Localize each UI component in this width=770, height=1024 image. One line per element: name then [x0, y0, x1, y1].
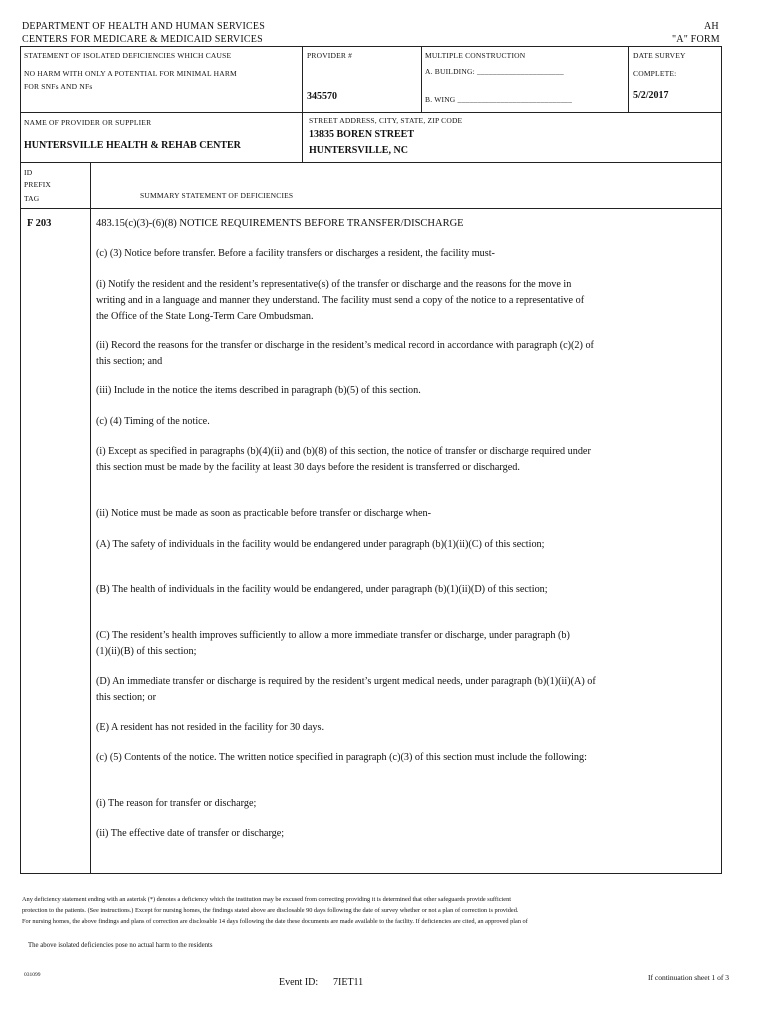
paragraph-c4-i: (i) Except as specified in paragraphs (b)(4)(ii) and (b)(8) of this section, the notice of transfer or discharge required under this section must be made by the facility at least 30 days before the resident is transferred or discharged.: [96, 446, 591, 473]
paragraph-c4-ii-c: (C) The resident’s health improves sufficiently to allow a more immediate transfer or discharge, under paragraph (b)(1)(ii)(B) of this section;: [96, 630, 570, 657]
event-id-label: Event ID:: [279, 977, 319, 988]
continuation-sheet: If continuation sheet 1 of 3: [648, 973, 730, 982]
paragraph-c3: (c) (3) Notice before transfer. Before a facility transfers or discharges a resident, the facility must-: [96, 248, 495, 259]
address-label: STREET ADDRESS, CITY, STATE, ZIP CODE: [309, 116, 463, 125]
statement-label-line2: NO HARM WITH ONLY A POTENTIAL FOR MINIMAL HARM: [24, 69, 237, 78]
paragraph-c3-ii: (ii) Record the reasons for the transfer or discharge in the resident’s medical record in accordance with paragraph (c)(2) of this section; and: [96, 340, 594, 367]
paragraph-c4: (c) (4) Timing of the notice.: [96, 416, 210, 427]
paragraph-c4-ii: (ii) Notice must be made as soon as practicable before transfer or discharge when-: [96, 508, 432, 519]
prefix-label: PREFIX: [24, 180, 52, 189]
paragraph-c4-ii-d: (D) An immediate transfer or discharge is required by the resident’s urgent medical needs, under paragraph (b)(1)(ii)(A) of this section; or: [96, 676, 596, 703]
paragraph-c4-ii-b: (B) The health of individuals in the facility would be endangered, under paragraph (b)(1)(ii)(D) of this section;: [96, 584, 548, 595]
deficiency-title: 483.15(c)(3)-(6)(8) NOTICE REQUIREMENTS BEFORE TRANSFER/DISCHARGE: [96, 218, 464, 229]
summary-label: SUMMARY STATEMENT OF DEFICIENCIES: [140, 191, 294, 200]
statement-label-line1: STATEMENT OF ISOLATED DEFICIENCIES WHICH CAUSE: [24, 51, 232, 60]
complete-label: COMPLETE:: [633, 69, 677, 78]
paragraph-c3-iii: (iii) Include in the notice the items described in paragraph (b)(5) of this section.: [96, 385, 421, 396]
paragraph-c3-i: (i) Notify the resident and the resident’s representative(s) of the transfer or discharge and the reasons for the move in writing and in a language and manner they understand. The facility must send a copy of the notice to a representative of the Office of the State Long-Term Care Ombudsman.: [96, 279, 585, 322]
department-title: DEPARTMENT OF HEALTH AND HUMAN SERVICES: [22, 21, 266, 32]
date-survey-label: DATE SURVEY: [633, 51, 686, 60]
provider-label: PROVIDER #: [307, 51, 353, 60]
paragraph-c4-ii-a: (A) The safety of individuals in the facility would be endangered under paragraph (b)(1)(ii)(C) of this section;: [96, 539, 545, 550]
paragraph-c5: (c) (5) Contents of the notice. The written notice specified in paragraph (c)(3) of this section must include the following:: [96, 752, 587, 763]
isolated-deficiencies-note: The above isolated deficiencies pose no actual harm to the residents: [28, 942, 213, 949]
paragraph-c5-i: (i) The reason for transfer or discharge;: [96, 798, 257, 809]
address-city: HUNTERSVILLE, NC: [309, 145, 408, 156]
footer-disclaimer-line3: For nursing homes, the above findings and plans of correction are disclosable 14 days following the date these documents are made available to the facility. If deficiencies are cited, an approved plan of: [22, 918, 528, 925]
centers-title: CENTERS FOR MEDICARE & MEDICAID SERVICES: [22, 34, 263, 45]
form-number: 031099: [24, 972, 41, 978]
footer-disclaimer-line1: Any deficiency statement ending with an asterisk (*) denotes a deficiency which the institution may be excused from correcting providing it is determined that other safeguards provide sufficient: [22, 896, 511, 903]
form-name: "A" FORM: [672, 34, 720, 45]
event-id-value: 7IET11: [333, 977, 364, 988]
provider-name-label: NAME OF PROVIDER OR SUPPLIER: [24, 118, 152, 127]
form-code: AH: [704, 21, 719, 32]
provider-number: 345570: [307, 91, 337, 102]
survey-date: 5/2/2017: [633, 90, 669, 101]
address-street: 13835 BOREN STREET: [309, 129, 415, 140]
deficiency-tag: F 203: [27, 218, 52, 229]
wing-field: B. WING _____________________________: [425, 95, 573, 104]
paragraph-c5-ii: (ii) The effective date of transfer or discharge;: [96, 828, 285, 839]
statement-label-line3: FOR SNFs AND NFs: [24, 82, 93, 91]
building-field: A. BUILDING: ______________________: [425, 67, 564, 76]
paragraph-c4-ii-e: (E) A resident has not resided in the facility for 30 days.: [96, 722, 325, 733]
multiple-construction-label: MULTIPLE CONSTRUCTION: [425, 51, 526, 60]
tag-label: TAG: [24, 194, 40, 203]
footer-disclaimer-line2: protection to the patients. (See instructions.) Except for nursing homes, the findings stated above are disclosable 90 days following the date of survey whether or not a plan of correction is provided.: [22, 907, 519, 914]
provider-name: HUNTERSVILLE HEALTH & REHAB CENTER: [24, 140, 241, 151]
id-label: ID: [24, 168, 33, 177]
